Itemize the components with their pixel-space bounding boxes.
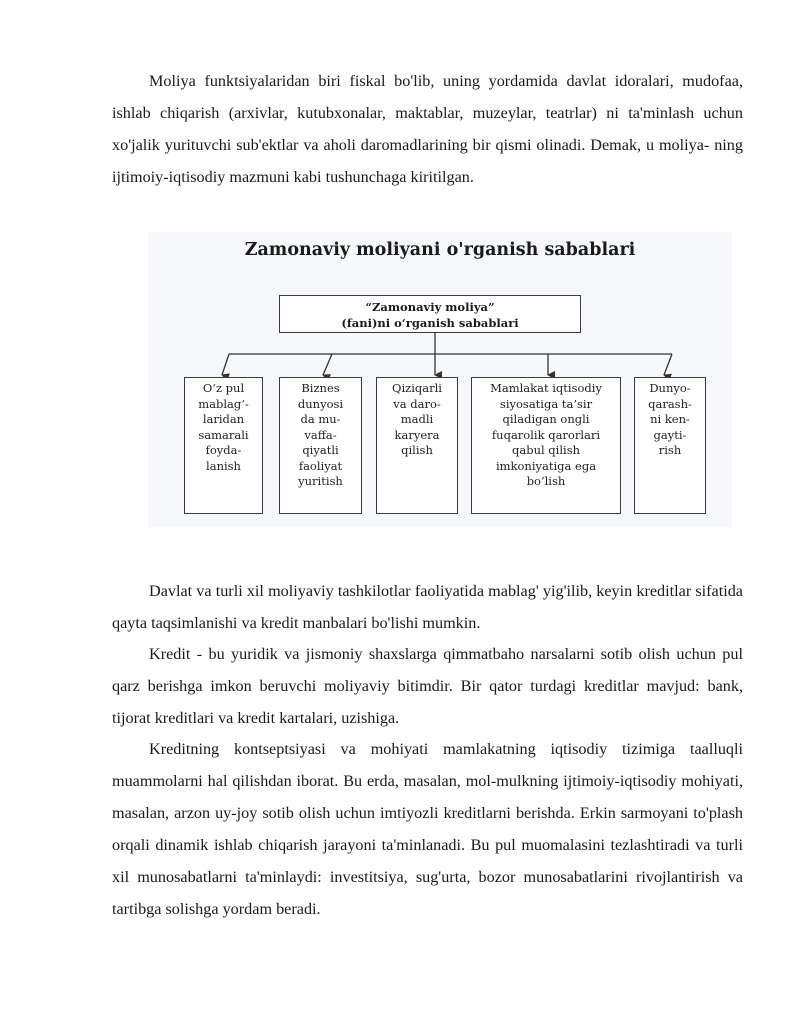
box4-line: siyosatiga ta’sir xyxy=(499,396,593,411)
diagram-figure xyxy=(148,232,732,527)
box5-line: Dunyo- xyxy=(649,381,691,395)
diagram-title: Zamonaviy moliyani o'rganish sabablari xyxy=(244,240,636,260)
box2-line: dunyosi xyxy=(297,396,344,411)
box2-line: qiyatli xyxy=(302,443,339,457)
box2-line: yuritish xyxy=(298,474,343,488)
box1-line: foyda- xyxy=(205,443,242,457)
connector-arrow-1 xyxy=(222,354,229,375)
paragraph-credit-definition: Kredit - bu yuridik va jismoniy shaxslarga qimmatbaho narsalarni sotib olish uchun pul qarz berishga imkon beruvchi moliyaviy bitimdir. Bir qator turdagi kreditlar mavjud: bank, tijorat kreditlari va kredit kartalari, uzishiga. xyxy=(112,645,743,727)
root-line-1: “Zamonaviy moliya” xyxy=(365,300,495,314)
box4-line: bo‘lish xyxy=(526,474,566,488)
box4-line: Mamlakat iqtisodiy xyxy=(490,381,602,395)
diagram-box-career xyxy=(376,377,458,514)
box5-line: rish xyxy=(658,443,682,457)
diagram-box-worldview xyxy=(634,377,706,514)
connector-arrow-2 xyxy=(323,354,332,375)
box3-line: qilish xyxy=(401,443,433,457)
box3-line: karyera xyxy=(394,427,440,442)
box3-line: madli xyxy=(400,412,434,426)
box2-line: faoliyat xyxy=(298,458,343,473)
paragraph-fiscal-function: Moliya funktsiyalaridan biri fiskal bo'lib, uning yordamida davlat idoralari, mudofaa, ishlab chiqarish (arxivlar, kutubxonalar, maktablar, muzeylar, teatrlar) ni ta'minlash uchun xo'jalik yurituvchi sub'ektlar va aholi daromadlarining bir qismi olinadi. Demak, u moliya- ning ijtimoiy-iqtisodiy mazmuni kabi tushunchaga kiritilgan. xyxy=(112,72,743,186)
box1-line: mablag‘- xyxy=(198,396,249,411)
box2-line: vaffa- xyxy=(304,427,337,442)
diagram-box-business xyxy=(279,377,362,514)
box2-line: da mu- xyxy=(300,412,341,426)
box1-line: lanish xyxy=(206,458,241,473)
box1-line: samarali xyxy=(198,427,249,442)
box3-line: Qiziqarli xyxy=(392,381,442,395)
box5-line: qarash- xyxy=(648,396,692,411)
box1-line: laridan xyxy=(202,412,245,426)
box4-line: fuqarolik qarorlari xyxy=(491,427,601,442)
box1-line: O‘z pul xyxy=(202,381,245,395)
box2-line: Biznes xyxy=(301,381,340,395)
paragraph-credit-sources: Davlat va turli xil moliyaviy tashkilotlar faoliyatida mablag' yig'ilib, keyin kreditlar sifatida qayta taqsimlanishi va kredit manbalari bo'lishi mumkin. xyxy=(112,582,743,632)
box5-line: gayti- xyxy=(653,427,687,442)
connector-arrow-5 xyxy=(664,354,672,375)
box3-line: va daro- xyxy=(393,396,441,411)
root-line-2: (fani)ni o‘rganish sabablari xyxy=(341,316,519,330)
diagram-box-own-funds xyxy=(184,377,263,514)
box4-line: imkoniyatiga ega xyxy=(495,458,597,473)
diagram-box-civic-decisions xyxy=(471,377,621,514)
diagram-root-box xyxy=(279,295,581,333)
box4-line: qiladigan ongli xyxy=(502,412,590,426)
box4-line: qabul qilish xyxy=(511,443,581,457)
box5-line: ni ken- xyxy=(650,412,690,426)
paragraph-credit-concept: Kreditning kontseptsiyasi va mohiyati mamlakatning iqtisodiy tizimiga taalluqli muammolarni hal qilishdan iborat. Bu erda, masalan, mol-mulkning ijtimoiy-iqtisodiy mohiyati, masalan, arzon uy-joy sotib olish uchun imtiyozli kreditlarni berishda. Erkin sarmoyani to'plash orqali dinamik ishlab chiqarish jarayoni ta'minlanadi. Bu pul muomalasini tezlashtiradi va turli xil munosabatlarni ta'minlaydi: investitsiya, sug'urta, bozor munosabatlarini rivojlantirish va tartibga solishga yordam beradi. xyxy=(112,740,743,918)
